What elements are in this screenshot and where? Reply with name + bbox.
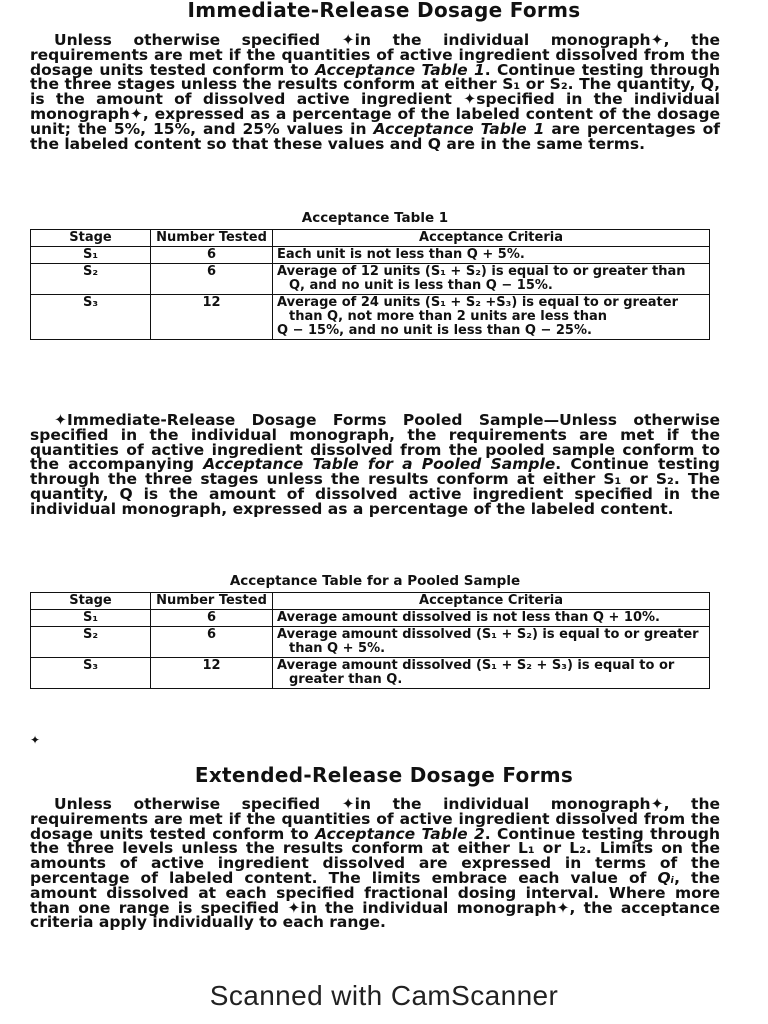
table-caption-acceptance-1: Acceptance Table 1 — [301, 210, 449, 226]
revision-mark: ✦ — [650, 31, 664, 49]
cell-criteria: Average amount dissolved (S₁ + S₂) is equal to or greater than Q + 5%. — [273, 627, 710, 658]
cell-criteria: Average amount dissolved (S₁ + S₂ + S₃) is equal to or greater than Q. — [273, 658, 710, 689]
revision-mark: ✦ — [650, 795, 664, 813]
cell-criteria: Each unit is not less than Q + 5%. — [273, 247, 710, 264]
revision-mark: ✦ — [54, 411, 67, 429]
cell-criteria: Average amount dissolved is not less than Q + 10%. — [273, 610, 710, 627]
header-acceptance-criteria: Acceptance Criteria — [273, 230, 710, 247]
extended-release-paragraph: Unless otherwise specified ✦in the individual monograph✦, the requirements are met if the quantities of active ingredient dissolved from the dosage units tested conform to Acceptance Table 2. Continue testing through the three levels unless the results conform at either L₁ or L₂. Limits on the amounts of active ingredient dissolved are expressed in terms of the percentage of labeled content. The limits embrace each value of Qᵢ, the amount dissolved at each specified fractional dosing interval. Where more than one range is specified ✦in the individual monograph✦, the acceptance criteria apply individually to each range. — [30, 795, 720, 932]
table-row — [31, 264, 710, 295]
table-row — [31, 247, 710, 264]
header-stage: Stage — [31, 230, 151, 247]
header-acceptance-criteria: Acceptance Criteria — [273, 593, 710, 610]
immediate-release-paragraph: Unless otherwise specified ✦in the individual monograph✦, the requirements are met if the quantities of active ingredient dissolved from the dosage units tested conform to Acceptance Table 1. Continue testing through the three stages unless the results conform at either S₁ or S₂. The quantity, Q, is the amount of dissolved active ingredient ✦specified in the individual monograph✦, expressed as a percentage of the labeled content of the dosage unit; the 5%, 15%, and 25% values in Acceptance Table 1 are percentages of the labeled content so that these values and Q are in the same terms. — [30, 31, 720, 153]
cell-stage: S₃ — [31, 295, 151, 340]
revision-mark: ✦ — [129, 104, 143, 123]
cell-number: 6 — [151, 610, 273, 627]
cell-stage: S₁ — [31, 610, 151, 627]
table-reference: Acceptance Table for a Pooled Sample — [203, 455, 556, 474]
cell-number: 6 — [151, 247, 273, 264]
table-row — [31, 658, 710, 689]
table-header-row — [31, 230, 710, 247]
cell-stage: S₃ — [31, 658, 151, 689]
cell-stage: S₂ — [31, 264, 151, 295]
table-reference: Acceptance Table 1 — [373, 119, 545, 138]
acceptance-table-pooled-sample — [30, 592, 710, 689]
pooled-sample-paragraph: ✦Immediate-Release Dosage Forms Pooled Sample—Unless otherwise specified in the individual monograph, the requirements are met if the quantities of active ingredient dissolved from the pooled sample conform to the accompanying Acceptance Table for a Pooled Sample. Continue testing through the three stages unless the results conform at either S₁ or S₂. The quantity, Q is the amount of dissolved active ingredient specified in the individual monograph, expressed as a percentage of the labeled content. — [30, 411, 720, 518]
revision-end-mark: ✦ — [30, 733, 41, 747]
table-row — [31, 610, 710, 627]
section-title-immediate-release: Immediate-Release Dosage Forms — [187, 0, 581, 22]
table-reference: Acceptance Table 2 — [315, 824, 485, 843]
cell-number: 12 — [151, 295, 273, 340]
cell-number: 6 — [151, 627, 273, 658]
table-header-row — [31, 593, 710, 610]
table-caption-pooled-sample: Acceptance Table for a Pooled Sample — [229, 573, 521, 589]
acceptance-table-1 — [30, 229, 710, 340]
cell-criteria: Average of 12 units (S₁ + S₂) is equal to or greater than Q, and no unit is less than Q − 15%. — [273, 264, 710, 295]
header-number-tested: Number Tested — [151, 593, 273, 610]
cell-criteria: Average of 24 units (S₁ + S₂ +S₃) is equal to or greater than Q, not more than 2 units are less than Q − 15%, and no unit is less than Q − 25%. — [273, 295, 710, 340]
revision-mark: ✦ — [556, 898, 570, 917]
q-sub-i: Qᵢ — [657, 868, 675, 887]
pooled-sample-heading: Immediate-Release Dosage Forms Pooled Sample— — [67, 411, 560, 429]
revision-mark: ✦ — [463, 90, 477, 109]
revision-mark: ✦ — [287, 898, 301, 917]
camscanner-watermark: Scanned with CamScanner — [209, 980, 559, 1011]
cell-stage: S₁ — [31, 247, 151, 264]
section-title-extended-release: Extended-Release Dosage Forms — [194, 763, 574, 787]
table-reference: Acceptance Table 1 — [315, 60, 485, 79]
cell-number: 12 — [151, 658, 273, 689]
revision-mark: ✦ — [341, 31, 355, 49]
header-number-tested: Number Tested — [151, 230, 273, 247]
cell-stage: S₂ — [31, 627, 151, 658]
header-stage: Stage — [31, 593, 151, 610]
cell-number: 6 — [151, 264, 273, 295]
table-row — [31, 627, 710, 658]
revision-mark: ✦ — [341, 795, 355, 813]
table-row — [31, 295, 710, 340]
